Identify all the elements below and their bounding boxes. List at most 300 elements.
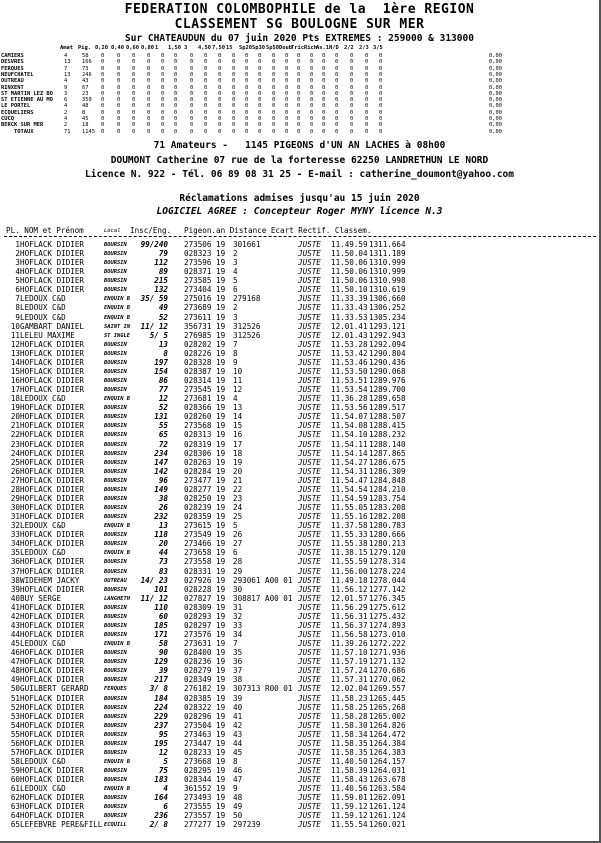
rank: 2	[15, 249, 20, 259]
summary-cell: 0	[379, 78, 383, 85]
ecart: JUSTE	[298, 766, 321, 776]
inscription: 90	[158, 648, 168, 658]
arrival-time: 11.54.59	[331, 493, 368, 503]
inscription: 89	[158, 267, 168, 277]
distance: 11	[233, 376, 243, 386]
summary-cell: 0	[232, 84, 236, 91]
ecart: JUSTE	[298, 267, 321, 277]
speed: 1264.383	[369, 747, 406, 757]
summary-cell: 0	[132, 97, 136, 104]
table-row	[0, 521, 599, 530]
ecart: JUSTE	[298, 385, 321, 395]
summary-cell: 0	[218, 97, 222, 104]
summary-cell: 0	[204, 84, 208, 91]
speed: 1306.660	[369, 294, 406, 304]
summary-cell: 0	[232, 122, 236, 129]
summary-cell: 0	[272, 78, 276, 85]
ecart: JUSTE	[298, 548, 321, 558]
summary-cell: 0	[272, 128, 276, 135]
summary-club-name: RINXENT	[1, 84, 24, 91]
distance: 14	[233, 412, 243, 422]
summary-cell: 0	[379, 97, 383, 104]
arrival-time: 11.53.46	[331, 357, 368, 367]
table-row	[0, 730, 599, 739]
local: BOURSIN	[104, 260, 127, 267]
distance: 38	[233, 675, 243, 685]
distance: 5	[233, 276, 238, 286]
distance: 4	[233, 394, 238, 404]
local: ENQUIN B	[104, 314, 130, 321]
rank: 37	[10, 566, 20, 576]
summary-cell: 0	[322, 116, 326, 122]
summary-cell: 0	[101, 128, 105, 135]
ecart: JUSTE	[298, 240, 321, 249]
pigeon-ring: 028295 19	[184, 766, 226, 776]
summary-cell: 0	[285, 90, 289, 97]
arrival-time: 11.33.43	[331, 303, 368, 313]
summary-cell: 0	[132, 84, 136, 91]
reclamation-line: Réclamations admises jusqu'au 15 juin 2020	[179, 193, 420, 204]
summary-cell: 0	[204, 71, 208, 78]
summary-cell: 0	[101, 59, 105, 66]
distance: 32	[233, 611, 243, 621]
inscription: 183	[154, 775, 168, 785]
local: BOURSIN	[104, 713, 127, 720]
ecart: JUSTE	[298, 584, 321, 594]
distance: 28	[233, 557, 243, 567]
pigeon-ring: 276985 19	[184, 330, 226, 340]
summary-cell: 0,00	[489, 59, 502, 66]
ecart: JUSTE	[298, 403, 321, 413]
inscription: 44	[158, 548, 168, 558]
fancier-name: HOFLACK DIDIER	[20, 711, 85, 721]
summary-cell: 0	[335, 78, 339, 85]
table-row	[0, 721, 599, 730]
rank: 34	[10, 539, 20, 549]
table-row	[0, 267, 599, 276]
distance: 35	[233, 648, 243, 658]
inscription: 75	[158, 766, 168, 776]
summary-cell: 0	[322, 103, 326, 110]
table-row	[0, 349, 599, 358]
local: BOURSIN	[104, 368, 127, 375]
rank: 25	[10, 457, 20, 467]
inscription: 185	[154, 620, 168, 630]
rank: 24	[10, 448, 20, 458]
local: BOURSIN	[104, 459, 127, 466]
pigeon-ring: 028226 19	[184, 348, 226, 358]
speed: 1264.472	[369, 729, 406, 739]
rank: 60	[10, 775, 20, 785]
rank: 35	[10, 548, 20, 558]
summary-cell: 0	[350, 90, 354, 97]
federation-title: FEDERATION COLOMBOPHILE de la 1ère REGION	[124, 2, 475, 17]
summary-cell: 0	[310, 90, 314, 97]
summary-col-header: 3/5	[373, 45, 383, 51]
fancier-name: HOFLACK DIDIER	[20, 503, 85, 513]
summary-cell: 13	[64, 59, 71, 66]
arrival-time: 11.38.15	[331, 548, 368, 558]
fancier-name: HOFLACK DIDIER	[20, 611, 85, 621]
speed: 1284.848	[369, 475, 406, 485]
speed: 1288.232	[369, 430, 406, 440]
summary-cell: 0	[101, 103, 105, 110]
summary-cell: 0	[190, 116, 194, 122]
summary-cell: 0	[350, 97, 354, 104]
local: OUTREAU	[104, 577, 127, 584]
arrival-time: 11.54.11	[331, 439, 368, 449]
local: LANGHETH	[104, 595, 130, 602]
local: ENQUIN B	[104, 641, 130, 648]
table-row	[0, 820, 599, 829]
summary-cell: 0	[245, 59, 249, 66]
summary-cell: 0	[297, 109, 301, 116]
arrival-time: 11.40.56	[331, 784, 368, 794]
fancier-name: HOFLACK DIDIER	[20, 620, 85, 630]
inscription: 237	[154, 720, 168, 730]
pigeon-ring: 273404 19	[184, 285, 226, 295]
distance: 25	[233, 512, 243, 522]
pigeon-ring: 028371 19	[184, 267, 226, 277]
fancier-name: HOFLACK DIDIER	[20, 630, 85, 639]
table-row	[0, 793, 599, 802]
summary-cell: 0	[322, 84, 326, 91]
summary-cell: 0	[379, 53, 383, 59]
summary-cell: 0	[297, 53, 301, 59]
distance: 31	[233, 602, 243, 612]
inscription: 4	[163, 784, 168, 794]
pigeon-ring: 028277 19	[184, 484, 226, 494]
summary-cell: 0	[350, 122, 354, 129]
distance: 48	[233, 793, 243, 803]
rank: 62	[10, 793, 20, 803]
local: BOURSIN	[104, 568, 127, 575]
local: BOURSIN	[104, 432, 127, 439]
summary-cell: 0	[101, 78, 105, 85]
summary-col-header: 7,50	[212, 45, 225, 51]
fancier-name: HOFLACK DIDIER	[20, 693, 85, 703]
ecart: JUSTE	[298, 421, 321, 431]
col-header-local: Local	[104, 228, 121, 234]
summary-cell: 0	[132, 78, 136, 85]
arrival-time: 11.50.06	[331, 258, 368, 268]
rank: 61	[10, 784, 20, 794]
inscription: 234	[154, 448, 168, 458]
pigeon-ring: 028279 19	[184, 666, 226, 676]
inscription: 96	[158, 475, 168, 485]
rank: 15	[10, 366, 20, 376]
speed: 1275.612	[369, 602, 406, 612]
summary-cell: 0	[297, 71, 301, 78]
inscription: 65	[158, 430, 168, 440]
summary-cell: 0	[297, 116, 301, 122]
summary-cell: 0	[350, 78, 354, 85]
amateurs-line: 71 Amateurs - 1145 PIGEONS d'UN AN LACHES à 08h00	[153, 140, 446, 151]
distance: 22	[233, 484, 243, 494]
pigeon-ring: 273689 19	[184, 303, 226, 313]
summary-cell: 0	[365, 128, 369, 135]
pigeon-ring: 273558 19	[184, 557, 226, 567]
ecart: JUSTE	[298, 639, 321, 649]
distance: 3	[233, 258, 238, 268]
summary-cell: 0	[101, 116, 105, 122]
summary-cell: 0	[258, 78, 262, 85]
inscription: 72	[158, 439, 168, 449]
distance: 24	[233, 503, 243, 513]
summary-cell: 0	[132, 122, 136, 129]
summary-cell: 0	[379, 71, 383, 78]
distance: 29	[233, 566, 243, 576]
arrival-time: 11.33.53	[331, 312, 368, 322]
summary-cell: 0	[365, 109, 369, 116]
summary-cell: 0	[258, 53, 262, 59]
arrival-time: 11.58.34	[331, 729, 368, 739]
summary-cell: 0,00	[489, 122, 502, 129]
inscription: 6	[163, 802, 168, 812]
pigeon-ring: 273466 19	[184, 539, 226, 549]
distance: 2	[233, 249, 238, 259]
table-row	[0, 313, 599, 322]
local: BOURSIN	[104, 514, 127, 521]
pigeon-ring: 028385 19	[184, 693, 226, 703]
speed: 1278.314	[369, 557, 406, 567]
arrival-time: 11.57.24	[331, 666, 368, 676]
local: ENQUIN B	[104, 396, 130, 403]
summary-cell: 166	[82, 59, 92, 66]
ecart: JUSTE	[298, 593, 321, 603]
inscription: 142	[154, 466, 168, 476]
summary-cell: 0	[101, 65, 105, 72]
arrival-time: 11.49.59	[331, 240, 368, 249]
speed: 1311.664	[369, 240, 406, 249]
summary-cell: 0	[232, 59, 236, 66]
summary-cell: 0	[365, 78, 369, 85]
pigeon-ring: 027926 19	[184, 575, 226, 585]
speed: 1280.213	[369, 539, 406, 549]
summary-cell: 0	[147, 59, 151, 66]
summary-cell: 0	[310, 84, 314, 91]
fancier-name: LEFEBVRE PERE&FILL	[20, 820, 103, 830]
local: BOURSIN	[104, 495, 127, 502]
arrival-time: 11.59.12	[331, 811, 368, 821]
fancier-name: HOFLACK DIDIER	[20, 747, 85, 757]
arrival-time: 11.57.31	[331, 675, 368, 685]
pigeon-ring: 028314 19	[184, 376, 226, 386]
fancier-name: HOFLACK DIDIER	[20, 466, 85, 476]
inscription: 129	[154, 657, 168, 667]
arrival-time: 11.56.12	[331, 584, 368, 594]
ecart: JUSTE	[298, 330, 321, 340]
local: FERQUES	[104, 686, 127, 693]
arrival-time: 12.01.57	[331, 593, 368, 603]
speed: 1289.658	[369, 394, 406, 404]
ecart: JUSTE	[298, 439, 321, 449]
summary-cell: 0	[218, 59, 222, 66]
table-row	[0, 739, 599, 748]
table-row	[0, 412, 599, 421]
summary-cell: 0	[117, 122, 121, 129]
pigeon-ring: 273477 19	[184, 475, 226, 485]
table-row	[0, 784, 599, 793]
table-row	[0, 322, 599, 331]
summary-cell: 0	[117, 59, 121, 66]
arrival-time: 11.55.54	[331, 820, 368, 830]
summary-cell: 0	[365, 122, 369, 129]
pigeon-ring: 028344 19	[184, 775, 226, 785]
arrival-time: 11.56.37	[331, 620, 368, 630]
distance: 312526	[233, 321, 261, 331]
fancier-name: HOFLACK DIDIER	[20, 403, 85, 413]
distance: 43	[233, 729, 243, 739]
summary-cell: 0	[258, 122, 262, 129]
ecart: JUSTE	[298, 684, 321, 694]
rank: 28	[10, 484, 20, 494]
summary-cell: 0	[272, 122, 276, 129]
local: BOURSIN	[104, 749, 127, 756]
summary-cell: 4	[64, 78, 68, 85]
summary-col-header: 0,40	[111, 45, 124, 51]
local: BOURSIN	[104, 722, 127, 729]
inscription: 184	[154, 693, 168, 703]
ecart: JUSTE	[298, 348, 321, 358]
inscription: 229	[154, 711, 168, 721]
arrival-time: 12.01.41	[331, 321, 368, 331]
summary-club-name: FERQUES	[1, 65, 24, 72]
inscription: 83	[158, 566, 168, 576]
summary-cell: 0	[190, 109, 194, 116]
pigeon-ring: 273585 19	[184, 276, 226, 286]
fancier-name: GAMBART DANIEL	[20, 321, 85, 331]
pigeon-ring: 273568 19	[184, 421, 226, 431]
summary-cell: 0	[310, 122, 314, 129]
table-row	[0, 567, 599, 576]
rank: 13	[10, 348, 20, 358]
speed: 1289.976	[369, 376, 406, 386]
pigeon-ring: 028328 19	[184, 357, 226, 367]
summary-cell: 8	[82, 109, 86, 116]
ecart: JUSTE	[298, 666, 321, 676]
pigeon-ring: 028309 19	[184, 602, 226, 612]
fancier-name: LELEU MAXIME	[20, 330, 75, 340]
summary-cell: 0	[285, 122, 289, 129]
summary-cell: 13	[64, 71, 71, 78]
speed: 1290.068	[369, 366, 406, 376]
ecart: JUSTE	[298, 448, 321, 458]
fancier-name: HOFLACK DIDIER	[20, 666, 85, 676]
distance: 8	[233, 756, 238, 766]
summary-cell: 0	[190, 103, 194, 110]
table-row	[0, 748, 599, 757]
pigeon-ring: 273545 19	[184, 385, 226, 395]
summary-cell: 0	[258, 84, 262, 91]
arrival-time: 11.49.18	[331, 575, 368, 585]
inscription: 39	[158, 666, 168, 676]
summary-cell: 0	[101, 53, 105, 59]
table-row	[0, 648, 599, 657]
pigeon-ring: 356731 19	[184, 321, 226, 331]
summary-cell: 0	[272, 59, 276, 66]
inscription: 8	[163, 348, 168, 358]
summary-cell: 0	[132, 109, 136, 116]
speed: 1310.619	[369, 285, 406, 295]
local: BOURSIN	[104, 532, 127, 539]
inscription: 38	[158, 493, 168, 503]
fancier-name: HOFLACK DIDIER	[20, 584, 85, 594]
fancier-name: HOFLACK DIDIER	[20, 439, 85, 449]
pigeon-ring: 028359 19	[184, 512, 226, 522]
summary-cell: 0	[161, 116, 165, 122]
summary-cell: 0	[232, 116, 236, 122]
rank: 33	[10, 530, 20, 540]
speed: 1262.091	[369, 793, 406, 803]
local: BOURSIN	[104, 441, 127, 448]
pigeon-ring: 028296 19	[184, 711, 226, 721]
summary-cell: 0	[117, 90, 121, 97]
speed: 1280.666	[369, 530, 406, 540]
rank: 36	[10, 557, 20, 567]
arrival-time: 11.50.04	[331, 249, 368, 259]
speed: 1288.507	[369, 412, 406, 422]
table-row	[0, 467, 599, 476]
rank: 51	[10, 693, 20, 703]
summary-cell: 0	[232, 78, 236, 85]
summary-club-name: LE PORTEL	[1, 103, 31, 110]
fancier-name: HOFLACK DIDIER	[20, 430, 85, 440]
rank: 10	[10, 321, 20, 331]
ecart: JUSTE	[298, 484, 321, 494]
inscription: 2/ 8	[149, 820, 168, 830]
distance: 26	[233, 530, 243, 540]
ecart: JUSTE	[298, 412, 321, 422]
summary-col-header: As.1	[316, 45, 329, 51]
summary-cell: 0	[232, 97, 236, 104]
summary-cell: 0	[335, 128, 339, 135]
pigeon-ring: 028387 19	[184, 366, 226, 376]
local: ST INGLE	[104, 332, 130, 339]
summary-cell: 0	[132, 71, 136, 78]
table-row	[0, 340, 599, 349]
fancier-name: HOFLACK DIDIER	[20, 602, 85, 612]
table-row	[0, 548, 599, 557]
speed: 1283.754	[369, 493, 406, 503]
distance: 293061 A00 01	[233, 575, 293, 585]
summary-cell: 0	[147, 53, 151, 59]
rank: 6	[15, 285, 20, 295]
ecart: JUSTE	[298, 457, 321, 467]
local: ENQUIN B	[104, 296, 130, 303]
summary-cell: 0	[272, 103, 276, 110]
table-row	[0, 403, 599, 412]
fancier-name: HOFLACK DIDIER	[20, 249, 85, 259]
rank: 56	[10, 738, 20, 748]
inscription: 118	[154, 530, 168, 540]
ecart: JUSTE	[298, 493, 321, 503]
ecart: JUSTE	[298, 702, 321, 712]
summary-cell: 0	[365, 53, 369, 59]
speed: 1292.094	[369, 339, 406, 349]
table-row	[0, 712, 599, 721]
summary-cell: 0	[379, 109, 383, 116]
summary-cell: 0	[218, 90, 222, 97]
local: BOURSIN	[104, 695, 127, 702]
summary-cell: 0	[285, 116, 289, 122]
inscription: 20	[158, 539, 168, 549]
summary-cell: 0	[147, 103, 151, 110]
pigeon-ring: 028331 19	[184, 566, 226, 576]
rank: 47	[10, 657, 20, 667]
pigeon-ring: 273668 19	[184, 756, 226, 766]
summary-cell: 0	[218, 109, 222, 116]
